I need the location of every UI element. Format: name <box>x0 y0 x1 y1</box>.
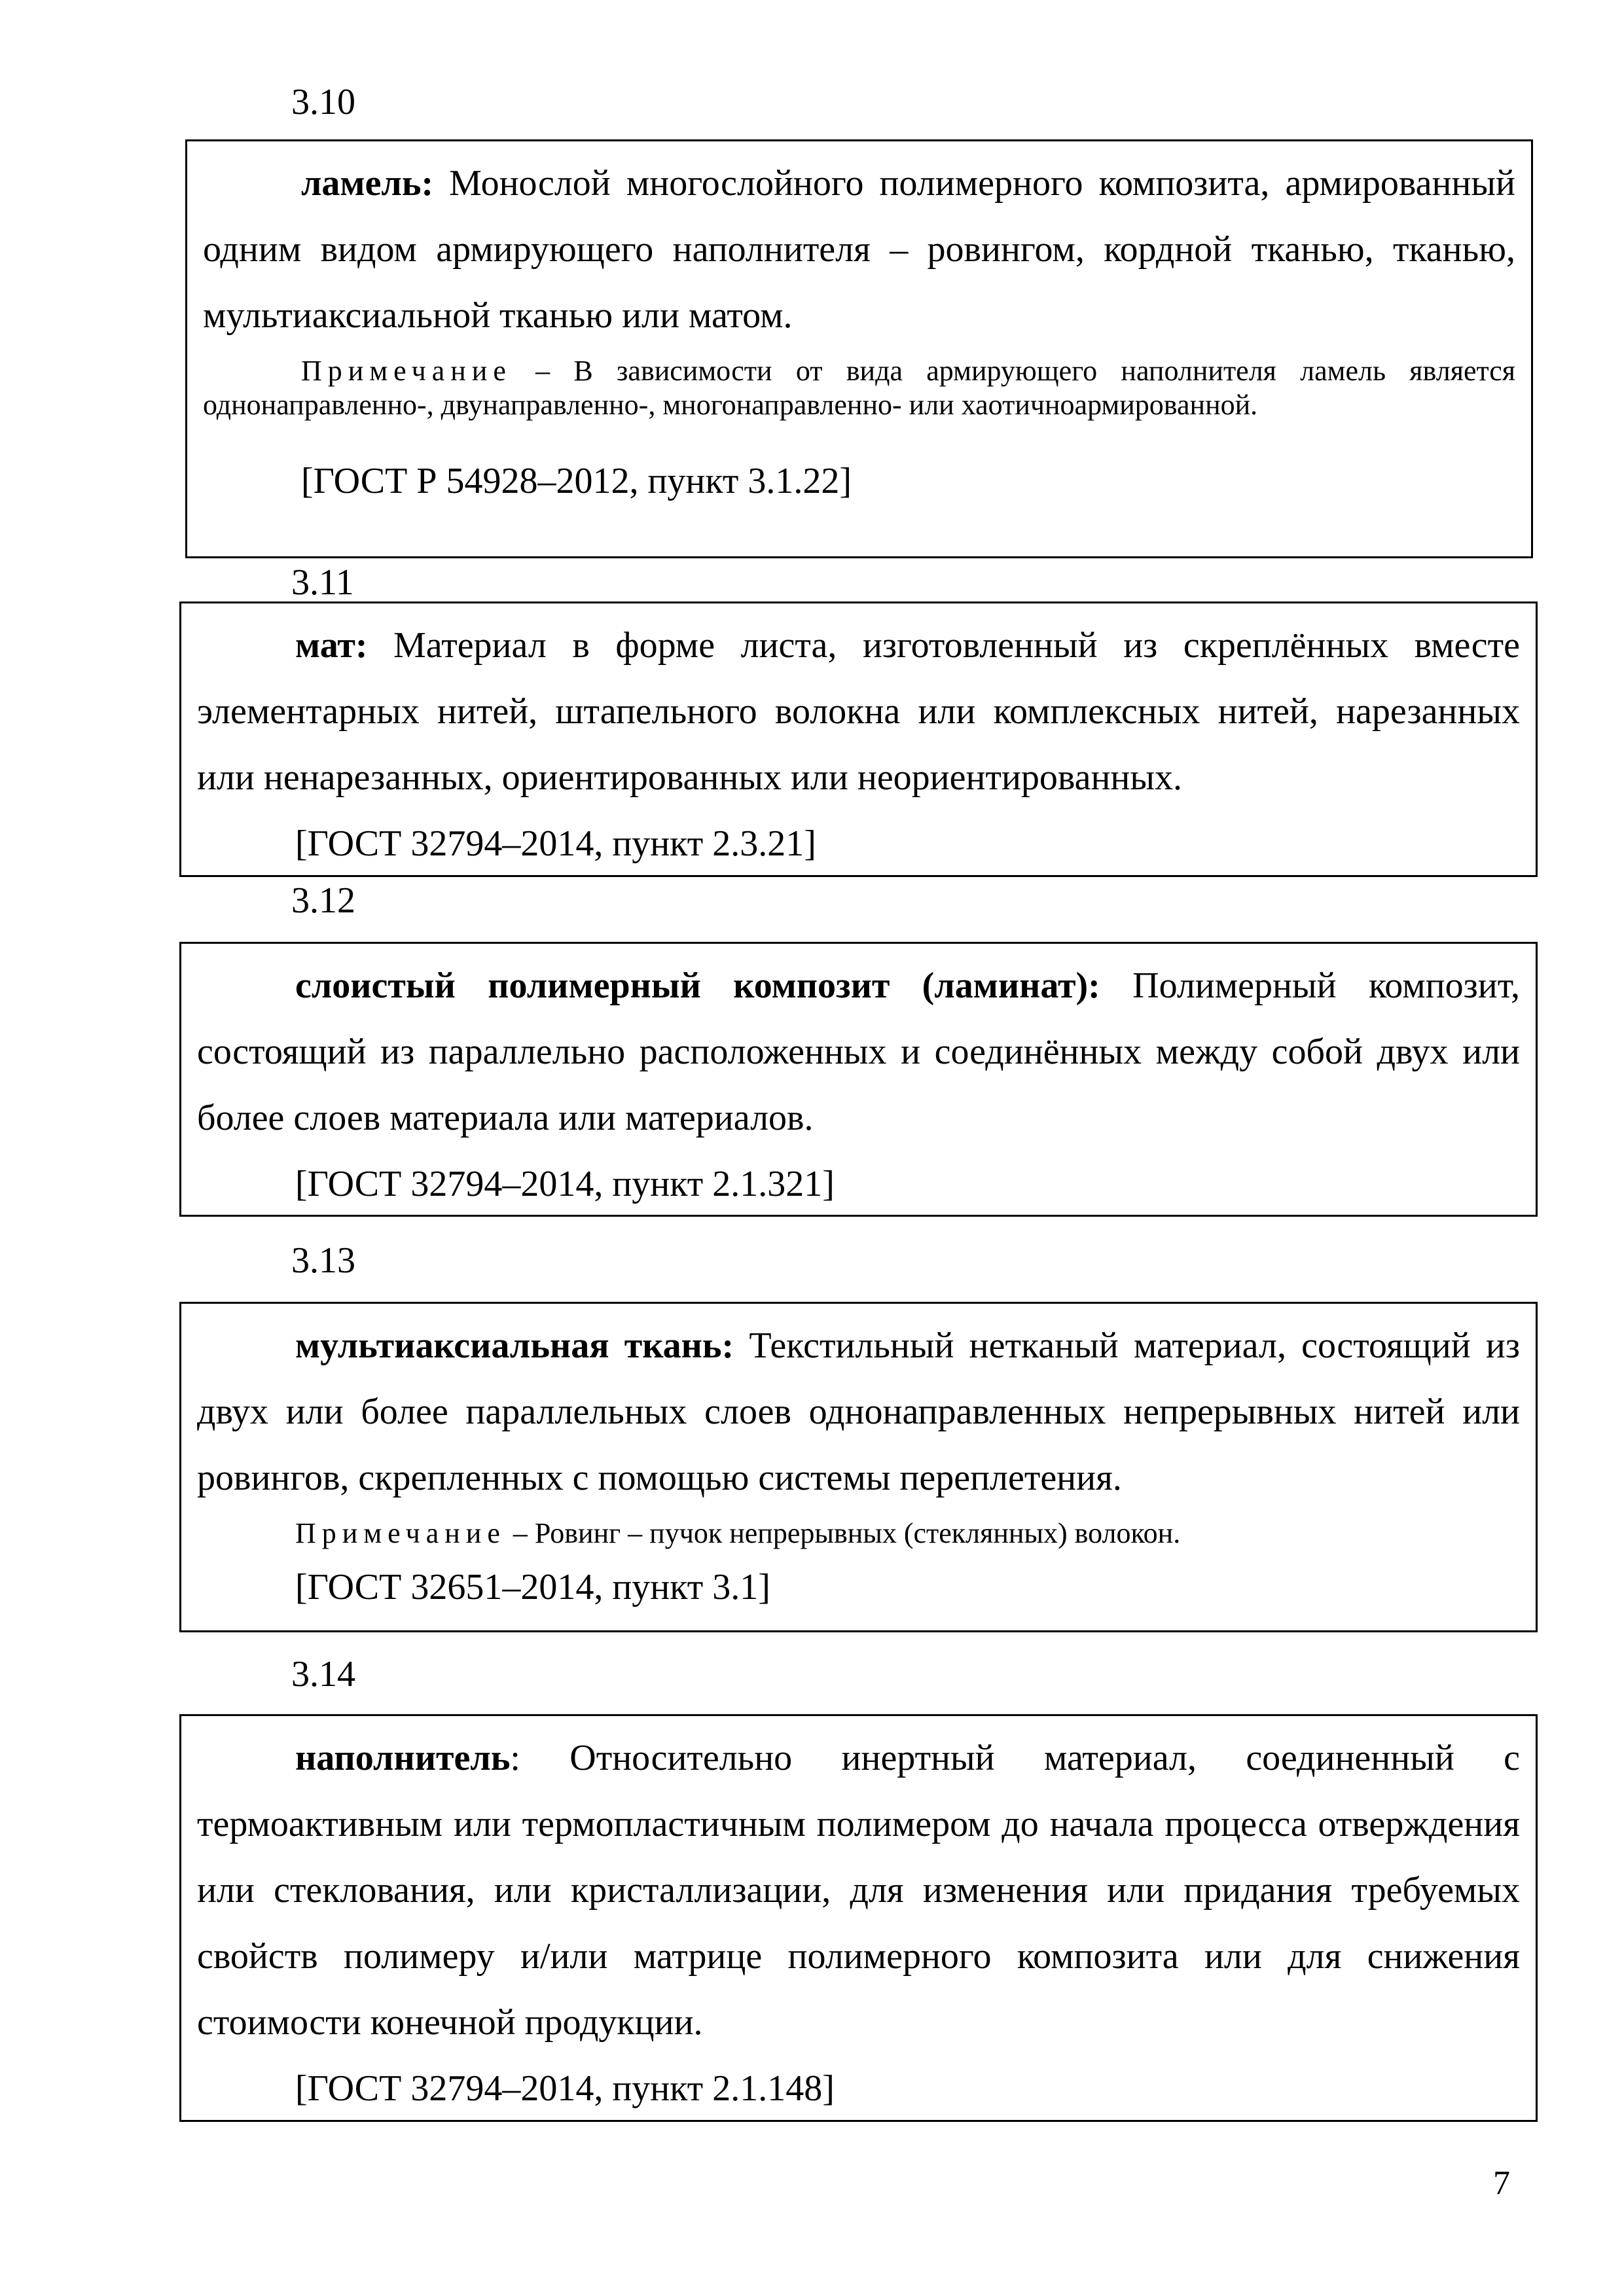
definition-text: Текстильный нетканый материал, состоящий из двух или более параллельных слоев однонаправленных непрерывных нитей или ровингов, скрепленных с помощью системы переплетения. <box>197 1325 1521 1498</box>
source-reference: [ГОСТ 32794–2014, пункт 2.1.148] <box>295 2068 835 2109</box>
note-label: Примечание <box>295 1517 506 1549</box>
term: слоистый полимерный композит (ламинат): <box>295 965 1100 1006</box>
definition-box <box>179 601 1538 877</box>
note-text: – В зависимости от вида армирующего наполнителя ламель является однонаправленно-, двунаправленно-, многонаправленно- или хаотичноармированной. <box>203 355 1515 421</box>
source-reference: [ГОСТ 32794–2014, пункт 2.3.21] <box>295 823 816 864</box>
note <box>203 354 1515 422</box>
definition-text: : Относительно инертный материал, соединенный с термоактивным или термопластичным полимером до начала процесса отверждения или стеклования, или кристаллизации, для изменения или придания требуемых свойств полимеру и/или матрице полимерного композита или для снижения стоимости конечной продукции. <box>197 1738 1520 2043</box>
definition-text: Полимерный композит, состоящий из параллельно расположенных и соединённых между собой двух или более слоев материала или материалов. <box>197 965 1520 1138</box>
entry-number: 3.12 <box>291 880 355 921</box>
source-reference: [ГОСТ 32651–2014, пункт 3.1] <box>295 1567 770 1607</box>
definition-paragraph <box>197 1725 1520 2056</box>
note-text: – Ровинг – пучок непрерывных (стеклянных) волокон. <box>505 1517 1181 1549</box>
definition-box <box>185 139 1533 558</box>
definition-paragraph <box>197 953 1520 1151</box>
term: наполнитель <box>295 1738 511 1778</box>
entry-number: 3.14 <box>291 1654 355 1695</box>
definition-box <box>179 1302 1538 1632</box>
entry-number: 3.10 <box>291 82 355 122</box>
source-reference: [ГОСТ 32794–2014, пункт 2.1.321] <box>295 1164 835 1204</box>
term: мультиаксиальная ткань: <box>295 1325 734 1366</box>
term: мат: <box>295 625 368 666</box>
definition-box <box>179 1714 1538 2122</box>
source-reference: [ГОСТ Р 54928–2012, пункт 3.1.22] <box>301 461 852 501</box>
definition-paragraph <box>203 151 1515 349</box>
term: ламель: <box>301 163 434 204</box>
entry-number: 3.13 <box>291 1240 355 1281</box>
note <box>197 1516 1520 1551</box>
definition-paragraph <box>197 1313 1520 1511</box>
entry-number: 3.11 <box>291 562 354 603</box>
note-label: Примечание <box>301 355 512 387</box>
definition-text: Монослой многослойного полимерного композита, армированный одним видом армирующего наполнителя – ровингом, кордной тканью, тканью, мультиаксиальной тканью или матом. <box>203 163 1515 336</box>
definition-box <box>179 942 1538 1217</box>
definition-paragraph <box>197 613 1520 811</box>
definition-text: Материал в форме листа, изготовленный из скреплённых вместе элементарных нитей, штапельного волокна или комплексных нитей, нарезанных или ненарезанных, ориентированных или неориентированных. <box>197 625 1520 798</box>
page-number: 7 <box>1493 2164 1510 2202</box>
